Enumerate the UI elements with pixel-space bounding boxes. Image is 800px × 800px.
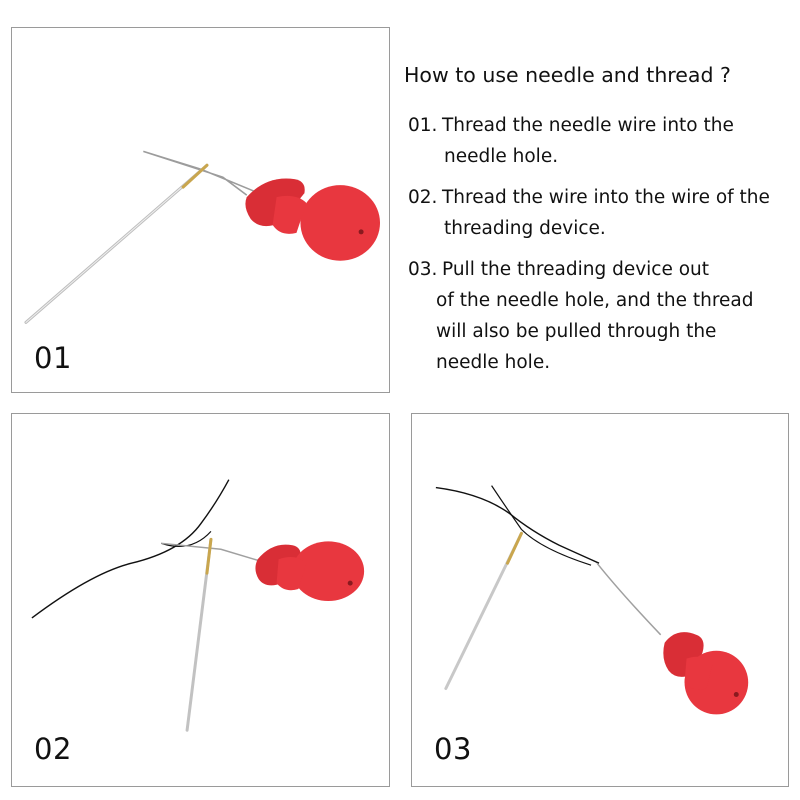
step-1 <box>408 110 793 172</box>
step-2 <box>408 182 793 244</box>
step-1-illustration <box>12 28 389 392</box>
step-3 <box>408 254 793 378</box>
step-2-image-panel <box>11 413 390 787</box>
threader-device <box>245 179 380 261</box>
step-text: Thread the wire into the wire of the <box>442 187 770 208</box>
needle-eye <box>207 539 211 573</box>
instructions-title: How to use needle and thread ? <box>404 63 731 87</box>
step-text: Thread the needle wire into the <box>442 115 734 136</box>
step-number: 02. <box>408 187 438 208</box>
step-3-illustration <box>412 414 788 786</box>
step-number: 01. <box>408 115 438 136</box>
black-thread <box>32 480 229 618</box>
panel-label: 01 <box>34 341 72 375</box>
step-text-continued: needle hole. <box>436 352 551 373</box>
panel-label: 02 <box>34 732 72 766</box>
step-3-image-panel <box>411 413 789 787</box>
black-thread <box>436 488 599 564</box>
instruction-steps <box>408 110 793 388</box>
step-1-image-panel <box>11 27 390 393</box>
needle-eye <box>507 533 521 563</box>
panel-label: 03 <box>434 732 472 766</box>
step-text-continued: of the needle hole, and the thread <box>436 290 754 311</box>
threader-wire <box>143 151 258 195</box>
step-text: Pull the threading device out <box>442 259 710 280</box>
step-text-continued: will also be pulled through the <box>436 321 717 342</box>
threader-device <box>255 541 364 601</box>
step-text-continued: threading device. <box>444 218 606 239</box>
threader-device <box>663 632 748 714</box>
step-number: 03. <box>408 259 438 280</box>
threader-wire <box>597 563 661 635</box>
step-2-illustration <box>12 414 389 786</box>
step-text-continued: needle hole. <box>444 146 559 167</box>
